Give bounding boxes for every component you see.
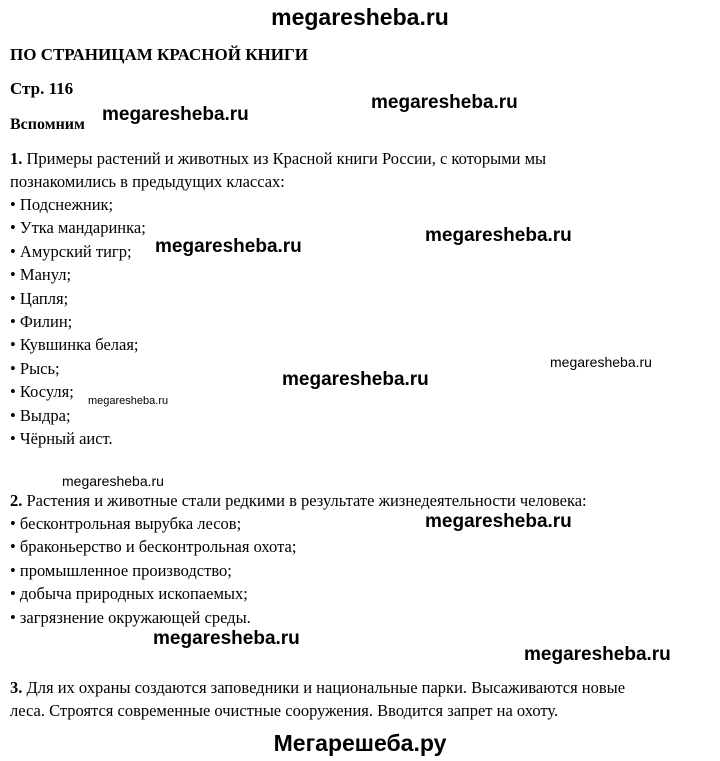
- section-heading: Вспомним: [10, 116, 85, 133]
- watermark: megaresheba.ru: [62, 473, 164, 489]
- watermark: megaresheba.ru: [88, 395, 169, 407]
- list-item: • Чёрный аист.: [10, 429, 113, 449]
- question-1-intro-line1: [10, 147, 546, 171]
- watermark: megaresheba.ru: [102, 104, 249, 125]
- question-3-text: Для их охраны создаются заповедники и национальные парки. Высаживаются новые: [22, 678, 626, 697]
- question-2-intro: [10, 489, 587, 513]
- question-1-intro-line2: познакомились в предыдущих классах:: [10, 172, 285, 191]
- list-item: • Подснежник;: [10, 195, 114, 214]
- question-2-number: 2.: [10, 491, 23, 510]
- list-item: • Амурский тигр;: [10, 241, 132, 261]
- watermark: megaresheba.ru: [425, 511, 572, 532]
- list-item: • загрязнение окружающей среды.: [10, 607, 251, 627]
- list-item: • добыча природных ископаемых;: [10, 584, 248, 604]
- top-watermark: megaresheba.ru: [271, 4, 449, 30]
- list-item: • Манул;: [10, 265, 72, 285]
- question-2-list: [10, 512, 296, 629]
- watermark: megaresheba.ru: [371, 92, 518, 113]
- list-item: • Утка мандаринка;: [10, 218, 146, 238]
- list-item: • браконьерство и бесконтрольная охота;: [10, 537, 297, 557]
- list-item: • Филин;: [10, 312, 73, 332]
- watermark: megaresheba.ru: [425, 225, 572, 246]
- list-item: • Рысь;: [10, 358, 60, 378]
- watermark: megaresheba.ru: [524, 644, 671, 665]
- list-item: • Косуля;: [10, 382, 74, 402]
- footer-watermark: Мегарешеба.ру: [273, 730, 447, 756]
- question-2-text: Растения и животные стали редкими в результате жизнедеятельности человека:: [22, 491, 587, 510]
- list-item: • Кувшинка белая;: [10, 335, 139, 355]
- question-3-line2: леса. Строятся современные очистные сооружения. Вводится запрет на охоту.: [10, 701, 559, 720]
- question-3-line1: [10, 676, 625, 700]
- watermark: megaresheba.ru: [153, 628, 300, 649]
- list-item: • бесконтрольная вырубка лесов;: [10, 514, 242, 533]
- question-3-number: 3.: [10, 678, 23, 697]
- watermark: megaresheba.ru: [282, 369, 429, 390]
- list-item: • Выдра;: [10, 405, 71, 425]
- page-title: ПО СТРАНИЦАМ КРАСНОЙ КНИГИ: [10, 45, 309, 64]
- watermark: megaresheba.ru: [550, 354, 652, 370]
- question-1-number: 1.: [10, 149, 23, 168]
- list-item: • Цапля;: [10, 288, 69, 308]
- watermark: megaresheba.ru: [155, 236, 302, 257]
- question-1-list: [10, 193, 146, 450]
- list-item: • промышленное производство;: [10, 560, 232, 580]
- page-number: Стр. 116: [10, 79, 74, 98]
- question-1-text: Примеры растений и животных из Красной книги России, с которыми мы: [22, 149, 547, 168]
